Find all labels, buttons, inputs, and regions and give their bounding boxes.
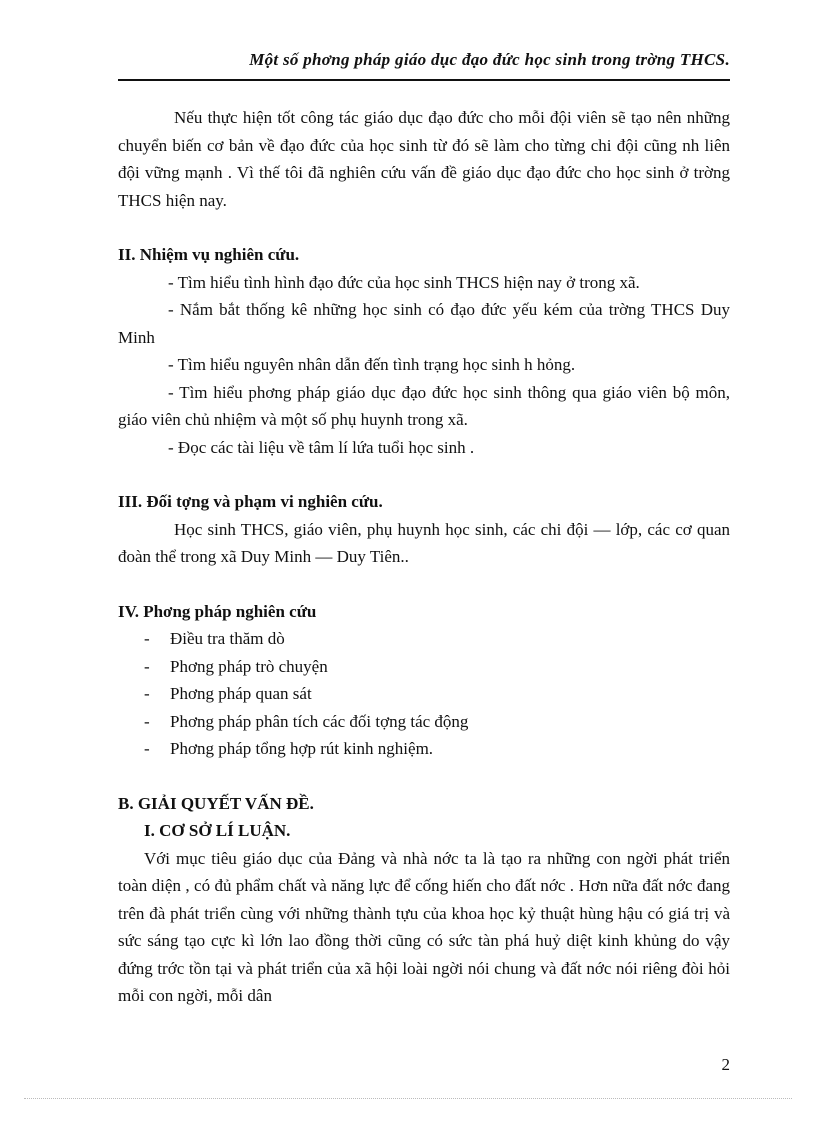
list-item: - Phơng pháp tổng hợp rút kinh nghiệm. [144, 739, 434, 758]
section-2-item: - Tìm hiểu tình hình đạo đức của học sinh THCS hiện nay ở trong xã. [168, 272, 640, 292]
part-b-paragraph: Với mục tiêu giáo dục của Đảng và nhà nớc ta là tạo ra những con ngời phát triển toàn diện , có đủ phẩm chất và năng lực để cống hiến cho đất nớc . Hơn nữa đất nớc đang trên đà phát triển cùng với những thành tựu của khoa học kỷ thuật hùng hậu có giá trị và sức sáng tạo cực kì lớn lao đồng thời cũng có sức tàn phá huỷ diệt kinh khủng do vậy đứng trớc tồn tại và phát triển của xã hội loài ngời nói chung và đất nớc nói riêng đòi hỏi mỗi con ngời, mỗi dân [118, 848, 730, 1005]
list-item: - Phơng pháp phân tích các đối tợng tác động [144, 711, 469, 731]
section-2-item: - Đọc các tài liệu về tâm lí lứa tuổi học sinh . [168, 437, 475, 457]
document-body [118, 104, 730, 1010]
section-3-paragraph: Học sinh THCS, giáo viên, phụ huynh học sinh, các chi đội — lớp, các cơ quan đoàn thể trong xã Duy Minh — Duy Tiên.. [118, 519, 730, 566]
header-rule [118, 79, 730, 81]
running-header: Một số phơng pháp giáo dục đạo đức học sinh trong trờng THCS. [249, 50, 730, 69]
section-2-item: - Tìm hiểu nguyên nhân dẫn đến tình trạng học sinh h hỏng. [168, 355, 576, 374]
part-b-subheading: I. CƠ SỞ LÍ LUẬN. [144, 821, 291, 840]
section-3-heading: III. Đối tợng và phạm vi nghiên cứu. [118, 492, 383, 511]
footer-rule [24, 1098, 792, 1099]
section-2-item: - Nắm bắt thống kê những học sinh có đạo đức yếu kém của trờng THCS Duy Minh [118, 300, 730, 347]
intro-paragraph: Nếu thực hiện tốt công tác giáo dục đạo đức cho mỗi đội viên sẽ tạo nên những chuyển biến cơ bản về đạo đức của học sinh từ đó sẽ làm cho từng chi đội cũng nh liên đội vững mạnh . Vì thế tôi đã nghiên cứu vấn đề giáo dục đạo đức cho học sinh ở trờng THCS hiện nay. [118, 108, 730, 210]
list-item: - Phơng pháp quan sát [144, 684, 312, 703]
list-item: - Điều tra thăm dò [144, 629, 285, 648]
section-4-heading: IV. Phơng pháp nghiên cứu [118, 601, 317, 621]
page-number: 2 [721, 1055, 730, 1074]
method-list [118, 625, 730, 763]
list-item: - Phơng pháp trò chuyện [144, 656, 328, 676]
section-2-heading: II. Nhiệm vụ nghiên cứu. [118, 245, 300, 264]
part-b-heading: B. GIẢI QUYẾT VẤN ĐỀ. [118, 793, 314, 813]
section-2-item: - Tìm hiểu phơng pháp giáo dục đạo đức học sinh thông qua giáo viên bộ môn, giáo viên chủ nhiệm và một số phụ huynh trong xã. [118, 382, 730, 429]
